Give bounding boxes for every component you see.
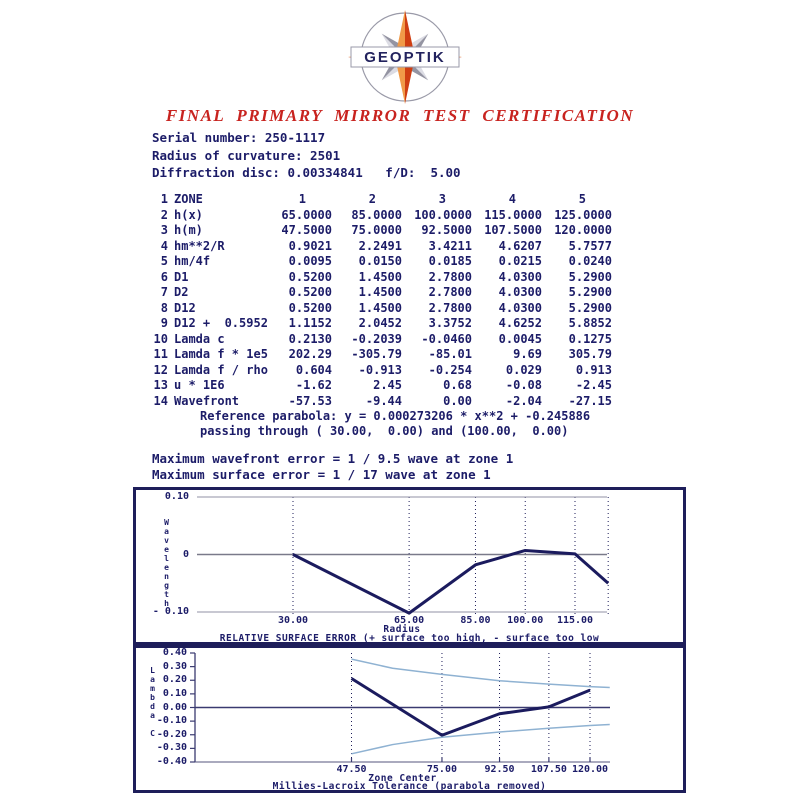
row-num: 1 (160, 192, 168, 206)
cell-value: 0.0240 (568, 254, 612, 268)
tolerance-chart (133, 645, 686, 793)
cell-value: 0.029 (505, 362, 542, 377)
cell-value: -9.44 (365, 393, 402, 408)
y-tick-label: 0.10 (162, 687, 187, 699)
cell-value: -1.62 (295, 378, 332, 392)
cell-value: 4.0300 (498, 285, 542, 299)
table-row (152, 301, 612, 317)
cell-value: 85.0000 (351, 207, 402, 222)
y-tick-label: 0.40 (162, 647, 187, 658)
cell-value: 2.2491 (358, 238, 402, 253)
table-row (152, 332, 612, 348)
logo-text: GEOPTIK (364, 49, 446, 66)
cell-value: 2.0452 (358, 316, 402, 330)
x-tick-label: 47.50 (336, 764, 367, 775)
row-label: hm/4f (174, 254, 211, 268)
column-header: 2 (368, 192, 376, 206)
row-num: 11 (153, 347, 168, 361)
row-label: D12 + 0.5952 (174, 316, 268, 330)
diffraction-disc-line: Diffraction disc: 0.00334841 f/D: 5.00 (152, 165, 461, 180)
cell-value: 0.2130 (288, 331, 332, 346)
cell-value: 0.0185 (428, 254, 472, 268)
cell-value: 202.29 (288, 347, 332, 361)
tolerance-lower-line (352, 725, 610, 754)
x-tick-label: 75.00 (426, 764, 457, 775)
cell-value: 2.45 (373, 378, 402, 392)
row-label: h(m) (174, 223, 203, 237)
cell-value: 0.1275 (568, 331, 612, 346)
y-tick-label: 0 (182, 548, 189, 560)
cell-value: 0.68 (443, 378, 472, 392)
x-tick-label: 115.00 (556, 615, 594, 626)
table-row (152, 378, 612, 394)
cell-value: 125.0000 (554, 207, 612, 222)
page-title: FINAL PRIMARY MIRROR TEST CERTIFICATION (165, 106, 635, 125)
cell-value: 0.0045 (498, 331, 542, 346)
row-label: hm**2/R (174, 238, 225, 253)
row-num: 6 (160, 269, 168, 284)
y-tick-label: 0.20 (162, 674, 187, 686)
y-tick-label: -0.40 (156, 756, 187, 767)
cell-value: -57.53 (288, 393, 332, 408)
cell-value: 75.0000 (351, 223, 402, 237)
passing-through-line: passing through ( 30.00, 0.00) and (100.00, 0.00) (200, 424, 569, 438)
row-num: 3 (160, 223, 168, 237)
cell-value: 0.5200 (288, 300, 332, 315)
surface-error-chart (133, 487, 686, 645)
row-label: D12 (174, 300, 196, 315)
x-tick-label: 85.00 (460, 615, 491, 626)
cell-value: 5.2900 (568, 269, 612, 284)
row-label: D1 (174, 269, 189, 284)
y-tick-label: -0.10 (156, 715, 187, 727)
row-num: 14 (153, 393, 168, 408)
cell-value: -0.08 (505, 378, 542, 392)
y-axis-label: Wavelength (162, 518, 171, 608)
row-num: 13 (153, 378, 168, 392)
row-label: h(x) (174, 207, 203, 222)
x-axis-label: Radius (383, 624, 421, 635)
x-tick-label: 120.00 (571, 764, 609, 775)
row-num: 12 (153, 362, 168, 377)
cell-value: 107.5000 (484, 223, 542, 237)
cell-value: 9.69 (513, 347, 542, 361)
cell-value: 1.4500 (358, 269, 402, 284)
row-label: Wavefront (174, 393, 240, 408)
cell-value: -2.45 (575, 378, 612, 392)
row-num: 4 (160, 238, 168, 253)
cell-value: 0.913 (575, 362, 612, 377)
table-row (152, 363, 612, 379)
column-header: 4 (508, 192, 516, 206)
radius-of-curvature-line: Radius of curvature: 2501 (152, 148, 341, 163)
reference-parabola-line: Reference parabola: y = 0.000273206 * x**2 + -0.245886 (200, 409, 591, 423)
tolerance-upper-line (352, 659, 610, 687)
cell-value: -0.2039 (351, 331, 402, 346)
cell-value: 1.4500 (358, 285, 402, 299)
cell-value: 305.79 (568, 347, 612, 361)
table-row (152, 192, 612, 208)
row-label: ZONE (174, 192, 203, 206)
cell-value: 5.7577 (568, 238, 612, 253)
cell-value: 0.604 (295, 362, 332, 377)
table-row (152, 254, 612, 270)
table-row (152, 239, 612, 255)
cell-value: 65.0000 (281, 207, 332, 222)
zone-table (152, 192, 612, 409)
cell-value: 0.5200 (288, 269, 332, 284)
max-surface-error-line: Maximum surface error = 1 / 17 wave at zone 1 (152, 467, 491, 482)
x-tick-label: 100.00 (507, 615, 544, 626)
cell-value: 115.0000 (484, 207, 542, 222)
compass-rose-icon (343, 6, 467, 108)
row-num: 5 (160, 254, 168, 268)
table-row (152, 208, 612, 224)
cell-value: 1.1152 (288, 316, 332, 330)
cell-value: 0.0215 (498, 254, 542, 268)
cell-value: 4.0300 (498, 300, 542, 315)
cell-value: 120.0000 (554, 223, 612, 237)
cell-value: 0.00 (443, 393, 472, 408)
cell-value: 3.4211 (428, 238, 472, 253)
row-label: D2 (174, 285, 189, 299)
cell-value: 2.7800 (428, 285, 472, 299)
y-tick-label: 0.00 (162, 701, 187, 713)
chart-caption: Millies-Lacroix Tolerance (parabola removed) (272, 781, 547, 792)
geoptik-logo (343, 6, 467, 108)
table-row (152, 316, 612, 332)
column-header: 3 (438, 192, 446, 206)
row-num: 8 (160, 300, 168, 315)
cell-value: 5.8852 (568, 316, 612, 330)
cell-value: 2.7800 (428, 269, 472, 284)
cell-value: 5.2900 (568, 300, 612, 315)
row-label: Lamda f / rho (174, 362, 268, 377)
cell-value: -305.79 (351, 347, 402, 361)
table-row (152, 347, 612, 363)
table-row (152, 285, 612, 301)
relative-surface-error-line (293, 550, 608, 613)
y-tick-label: 0.30 (162, 660, 187, 672)
cell-value: 92.5000 (421, 223, 472, 237)
cell-value: -85.01 (428, 347, 472, 361)
row-num: 2 (160, 207, 168, 222)
table-row (152, 270, 612, 286)
cell-value: -27.15 (568, 393, 612, 408)
serial-number-line: Serial number: 250-1117 (152, 130, 326, 145)
cell-value: -0.0460 (421, 331, 472, 346)
column-header: 5 (578, 192, 586, 206)
cell-value: 100.0000 (414, 207, 472, 222)
table-row (152, 223, 612, 239)
cell-value: -0.913 (358, 362, 402, 377)
column-header: 1 (298, 192, 306, 206)
y-tick-label: -0.30 (156, 742, 187, 754)
row-label: u * 1E6 (174, 378, 225, 392)
y-axis-label: Lambda C (148, 666, 157, 738)
row-label: Lamda f * 1e5 (174, 347, 268, 361)
row-num: 9 (160, 316, 168, 330)
x-tick-label: 107.50 (530, 764, 567, 775)
row-label: Lamda c (174, 331, 225, 346)
cell-value: 4.6252 (498, 316, 542, 330)
y-tick-label: -0.20 (156, 728, 187, 740)
y-tick-label: 0.10 (164, 491, 189, 502)
x-tick-label: 92.50 (484, 764, 515, 775)
y-tick-label: - 0.10 (152, 606, 189, 617)
cell-value: 5.2900 (568, 285, 612, 299)
chart-caption: RELATIVE SURFACE ERROR (+ surface too high, - surface too low (219, 633, 600, 644)
cell-value: 47.5000 (281, 223, 332, 237)
cell-value: 0.9021 (288, 238, 332, 253)
cell-value: -2.04 (505, 393, 542, 408)
cell-value: 4.0300 (498, 269, 542, 284)
max-wavefront-error-line: Maximum wavefront error = 1 / 9.5 wave at zone 1 (152, 451, 514, 466)
x-axis-label: Zone Center (368, 773, 437, 784)
cell-value: 0.0095 (288, 254, 332, 268)
cell-value: 1.4500 (358, 300, 402, 315)
table-row (152, 394, 612, 410)
cell-value: 0.0150 (358, 254, 402, 268)
x-tick-label: 30.00 (277, 615, 309, 626)
row-num: 7 (160, 285, 168, 299)
cell-value: 3.3752 (428, 316, 472, 330)
x-tick-label: 65.00 (394, 615, 425, 626)
cell-value: -0.254 (428, 362, 472, 377)
row-num: 10 (153, 331, 168, 346)
cell-value: 4.6207 (498, 238, 542, 253)
cell-value: 2.7800 (428, 300, 472, 315)
cell-value: 0.5200 (288, 285, 332, 299)
